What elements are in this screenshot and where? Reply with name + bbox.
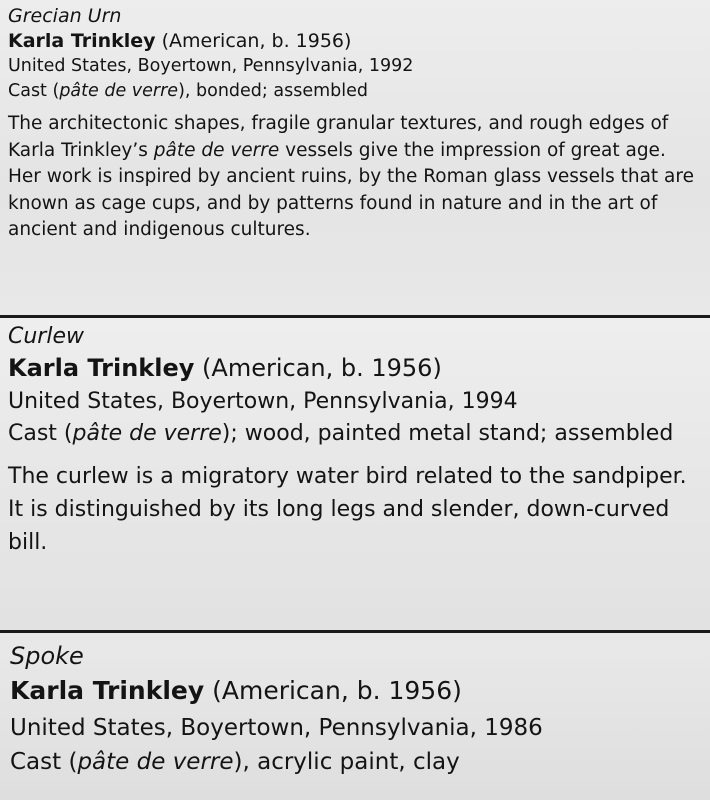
medium-italic: pâte de verre bbox=[72, 421, 222, 446]
artwork-description bbox=[8, 111, 702, 244]
medium-prefix: Cast ( bbox=[10, 749, 78, 775]
artist-name: Karla Trinkley bbox=[10, 676, 205, 705]
description-part1: The architectonic shapes, fragile granular textures, and rough edges of Karla Trinkley’s bbox=[8, 113, 669, 161]
artist-line bbox=[8, 28, 702, 54]
artwork-location: United States, Boyertown, Pennsylvania, 1994 bbox=[8, 389, 518, 414]
artwork-medium bbox=[8, 418, 702, 450]
artwork-title: Grecian Urn bbox=[8, 5, 122, 27]
artwork-location: United States, Boyertown, Pennsylvania, 1992 bbox=[8, 56, 414, 76]
artwork-medium bbox=[8, 79, 702, 104]
artist-bio: (American, b. 1956) bbox=[155, 30, 352, 52]
medium-suffix: ), bonded; assembled bbox=[178, 81, 368, 101]
medium-suffix: ), acrylic paint, clay bbox=[233, 749, 460, 775]
medium-prefix: Cast ( bbox=[8, 81, 60, 101]
artist-name: Karla Trinkley bbox=[8, 354, 195, 382]
artwork-title: Spoke bbox=[10, 642, 84, 670]
medium-prefix: Cast ( bbox=[8, 421, 73, 446]
artist-line bbox=[10, 671, 700, 711]
artwork-label-grecian-urn bbox=[0, 0, 710, 316]
medium-italic: pâte de verre bbox=[77, 749, 234, 775]
medium-italic: pâte de verre bbox=[59, 81, 179, 101]
artwork-title: Curlew bbox=[8, 324, 84, 349]
artwork-label-spoke bbox=[0, 633, 710, 800]
artist-name: Karla Trinkley bbox=[8, 30, 156, 52]
artwork-description: The curlew is a migratory water bird related to the sandpiper. It is distinguished by its long legs and slender, down-curved bill. bbox=[8, 464, 687, 555]
artwork-location: United States, Boyertown, Pennsylvania, 1986 bbox=[10, 715, 543, 741]
artist-line bbox=[8, 350, 702, 386]
description-part2: vessels give the impression of great age. Her work is inspired by ancient ruins, by the Roman glass vessels that are known as cage cups, and by patterns found in nature and in the art of ancient and indigenous cultures. bbox=[8, 139, 694, 240]
artist-bio: (American, b. 1956) bbox=[194, 354, 442, 382]
description-italic: pâte de verre bbox=[153, 139, 280, 161]
artist-bio: (American, b. 1956) bbox=[204, 676, 462, 705]
artwork-medium bbox=[10, 745, 700, 779]
medium-suffix: ); wood, painted metal stand; assembled bbox=[221, 421, 674, 446]
artwork-label-curlew bbox=[0, 318, 710, 630]
